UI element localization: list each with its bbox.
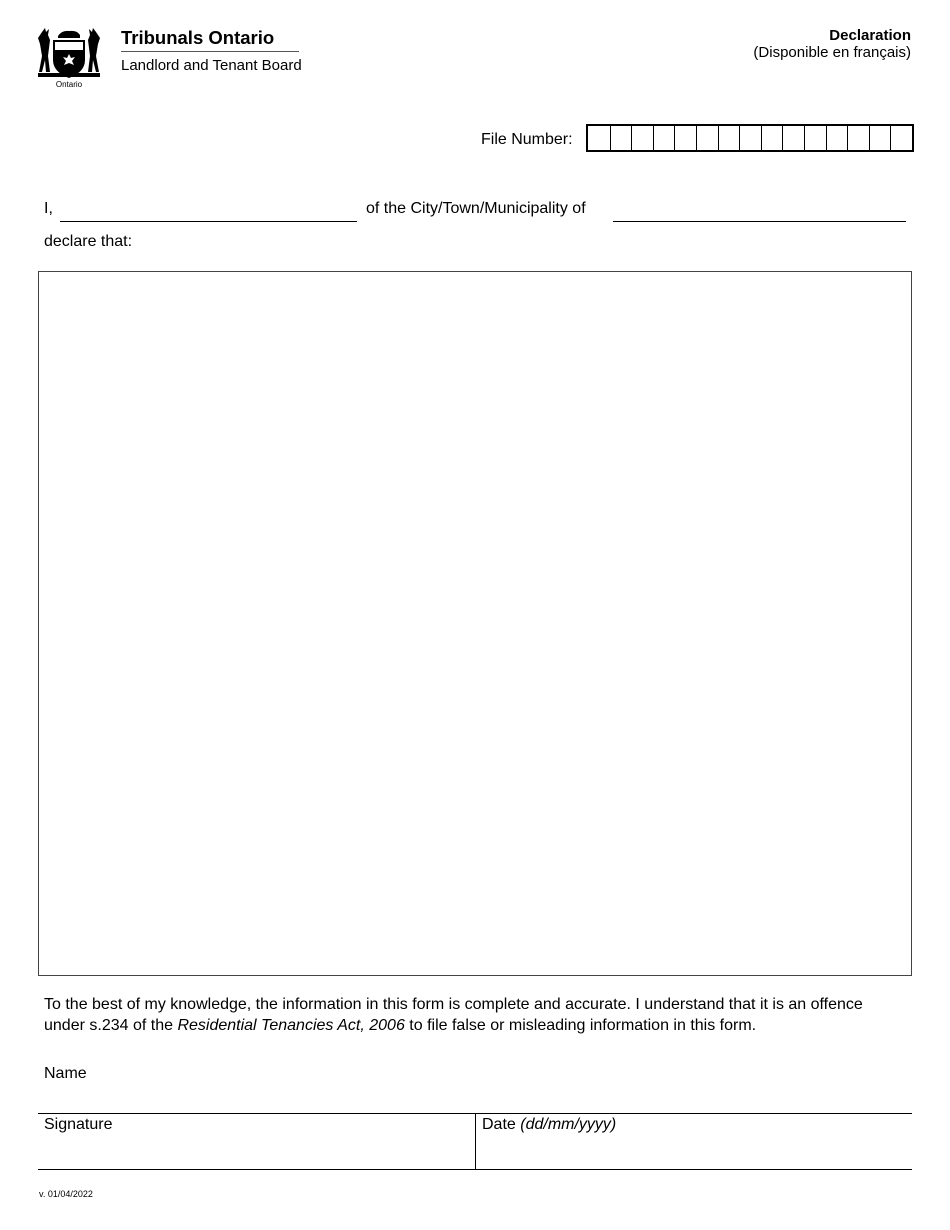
date-format-hint: (dd/mm/yyyy): [520, 1116, 617, 1133]
form-version: v. 01/04/2022: [39, 1189, 93, 1199]
file-number-char-box[interactable]: [804, 126, 826, 150]
municipality-input[interactable]: [613, 200, 906, 222]
declarant-name-input[interactable]: [60, 200, 357, 222]
i-label: I,: [44, 200, 53, 217]
file-number-char-box[interactable]: [610, 126, 632, 150]
signature-field[interactable]: [38, 1114, 475, 1169]
declaration-textarea[interactable]: [39, 272, 911, 975]
date-field[interactable]: [475, 1114, 912, 1169]
org-subtitle: Landlord and Tenant Board: [121, 57, 302, 74]
file-number-char-box[interactable]: [631, 126, 653, 150]
file-number-char-box[interactable]: [653, 126, 675, 150]
file-number-char-box[interactable]: [696, 126, 718, 150]
language-note: (Disponible en français): [753, 44, 911, 61]
file-number-char-box[interactable]: [782, 126, 804, 150]
signature-date-row: [38, 1113, 912, 1170]
act-name: Residential Tenancies Act, 2006: [177, 1017, 405, 1034]
file-number-char-box[interactable]: [761, 126, 783, 150]
date-label: Date: [482, 1116, 516, 1133]
file-number-char-box[interactable]: [739, 126, 761, 150]
org-title-divider: [121, 51, 299, 52]
file-number-char-box[interactable]: [890, 126, 912, 150]
declare-that-label: declare that:: [44, 233, 133, 250]
file-number-char-box[interactable]: [718, 126, 740, 150]
statement-text-part1: To the best of my knowledge, the information in this form is complete and accurate. I understand that it is an offence under s.234 of the: [44, 996, 863, 1034]
document-title: Declaration: [829, 27, 911, 44]
city-label: of the City/Town/Municipality of: [366, 200, 586, 217]
signature-label: Signature: [44, 1116, 113, 1133]
logo-wordmark: Ontario: [55, 80, 83, 89]
file-number-char-box[interactable]: [674, 126, 696, 150]
file-number-char-box[interactable]: [847, 126, 869, 150]
file-number-char-box[interactable]: [869, 126, 891, 150]
declaration-text-box: [38, 271, 912, 976]
file-number-char-box[interactable]: [588, 126, 610, 150]
file-number-char-box[interactable]: [826, 126, 848, 150]
coat-of-arms-icon: [36, 26, 102, 82]
file-number-label: File Number:: [481, 131, 573, 148]
accuracy-statement: [44, 994, 904, 1036]
statement-text-part2: to file false or misleading information in this form.: [404, 1017, 757, 1034]
org-title: Tribunals Ontario: [121, 27, 275, 48]
name-label: Name: [44, 1065, 87, 1082]
file-number-field[interactable]: [586, 124, 914, 152]
